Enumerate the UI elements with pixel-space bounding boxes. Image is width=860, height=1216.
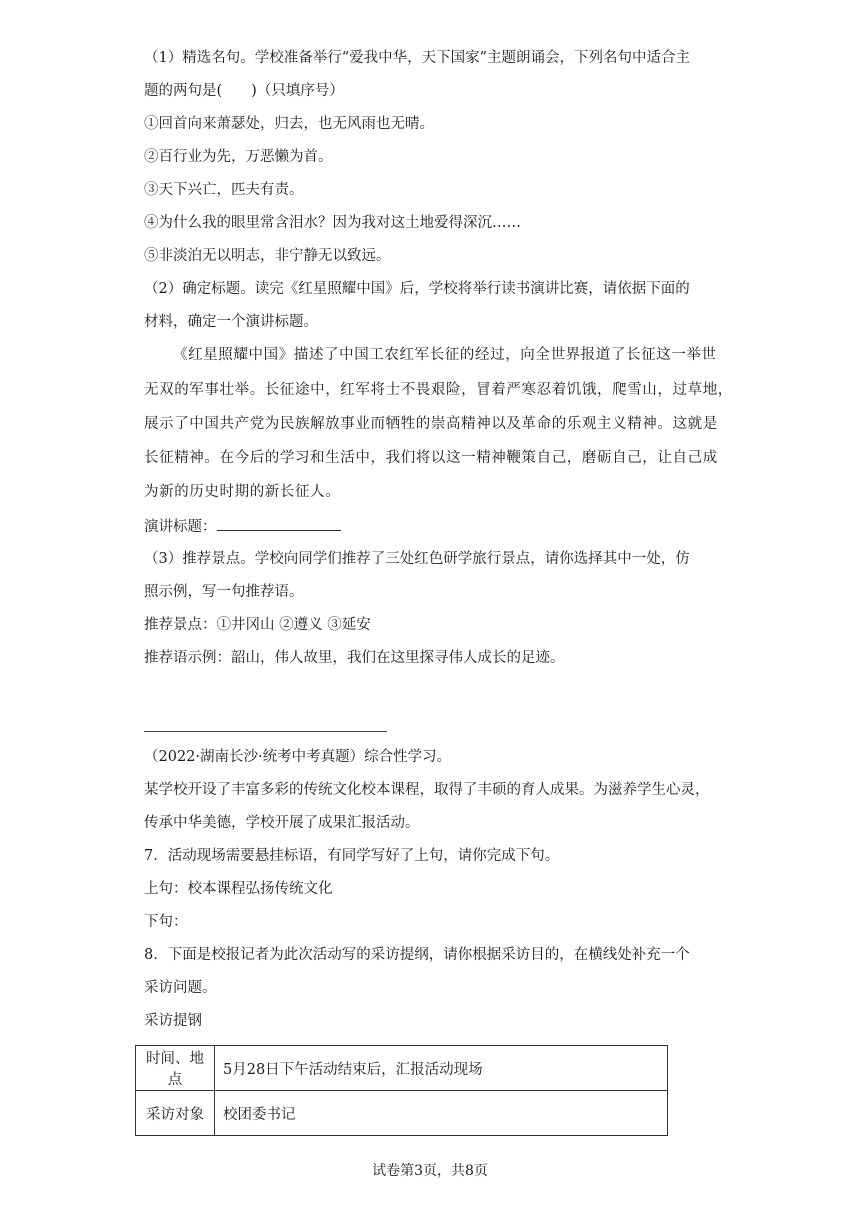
q2-material-line1: 《红星照耀中国》描述了中国工农红军长征的经过，向全世界报道了长征这一举世 xyxy=(173,347,717,363)
speech-title-answer-blank[interactable] xyxy=(217,516,341,531)
table-cell-label: 时间、地点 xyxy=(136,1046,215,1091)
q1-stem-line1: （1）精选名句。学校准备举行“爱我中华，天下国家”主题朗诵会，下列名句中适合主 xyxy=(144,50,691,66)
q7-lower-line: 下句： xyxy=(144,914,188,930)
q3-example: 推荐语示例：韶山，伟人故里，我们在这里探寻伟人成长的足迹。 xyxy=(144,650,565,666)
q7-stem: 7．活动现场需要悬挂标语，有同学写好了上句，请你完成下句。 xyxy=(144,848,560,864)
table-cell-value: 5月28日下午活动结束后，汇报活动现场 xyxy=(215,1046,668,1091)
table-cell-value: 校团委书记 xyxy=(215,1091,668,1136)
table-row xyxy=(136,1091,668,1136)
q3-stem-line2: 照示例，写一句推荐语。 xyxy=(144,584,304,600)
q8-stem-line1: 8．下面是校报记者为此次活动写的采访提纲，请你根据采访目的，在横线处补充一个 xyxy=(144,947,690,963)
table-row xyxy=(136,1046,668,1091)
q1-option-1: ①回首向来萧瑟处，归去，也无风雨也无晴。 xyxy=(144,116,434,132)
page-footer: 试卷第3页，共8页 xyxy=(372,1163,488,1179)
q2-material-line4: 长征精神。在今后的学习和生活中，我们将以这一精神鞭策自己，磨砺自己，让自己成 xyxy=(144,450,718,466)
speech-title-label: 演讲标题： xyxy=(144,519,217,535)
q2-stem-line1: （2）确定标题。读完《红星照耀中国》后，学校将举行读书演讲比赛，请依据下面的 xyxy=(144,281,690,297)
q2-stem-line2: 材料，确定一个演讲标题。 xyxy=(144,314,318,330)
speech-title-row xyxy=(144,516,341,537)
q3-spots: 推荐景点：①井冈山 ②遵义 ③延安 xyxy=(144,617,371,633)
section-source: （2022·湖南长沙·统考中考真题）综合性学习。 xyxy=(144,749,452,765)
q3-answer-line[interactable] xyxy=(144,731,387,732)
q1-option-4: ④为什么我的眼里常含泪水？因为我对这土地爱得深沉…… xyxy=(144,215,521,231)
table-cell-label: 采访对象 xyxy=(136,1091,215,1136)
q1-option-3: ③天下兴亡，匹夫有责。 xyxy=(144,182,304,198)
q1-option-2: ②百行业为先，万恶懒为首。 xyxy=(144,149,333,165)
q2-material-line5: 为新的历史时期的新长征人。 xyxy=(144,484,341,500)
q1-option-5: ⑤非淡泊无以明志，非宁静无以致远。 xyxy=(144,248,391,264)
outline-title: 采访提钢 xyxy=(144,1013,202,1029)
section-intro-line1: 某学校开设了丰富多彩的传统文化校本课程，取得了丰硕的育人成果。为滋养学生心灵， xyxy=(144,782,710,798)
q3-stem-line1: （3）推荐景点。学校向同学们推荐了三处红色研学旅行景点，请你选择其中一处，仿 xyxy=(144,551,690,567)
q1-stem-line2: 题的两句是( )（只填序号） xyxy=(144,83,344,99)
interview-outline-table xyxy=(135,1045,668,1136)
q8-stem-line2: 采访问题。 xyxy=(144,980,217,996)
q2-material-line2: 无双的军事壮举。长征途中，红军将士不畏艰险，冒着严寒忍着饥饿，爬雪山，过草地， xyxy=(144,382,733,398)
section-intro-line2: 传承中华美德，学校开展了成果汇报活动。 xyxy=(144,815,420,831)
q7-upper-line: 上句：校本课程弘扬传统文化 xyxy=(144,881,333,897)
q2-material-line3: 展示了中国共产党为民族解放事业而牺牲的崇高精神以及革命的乐观主义精神。这就是 xyxy=(144,416,718,432)
